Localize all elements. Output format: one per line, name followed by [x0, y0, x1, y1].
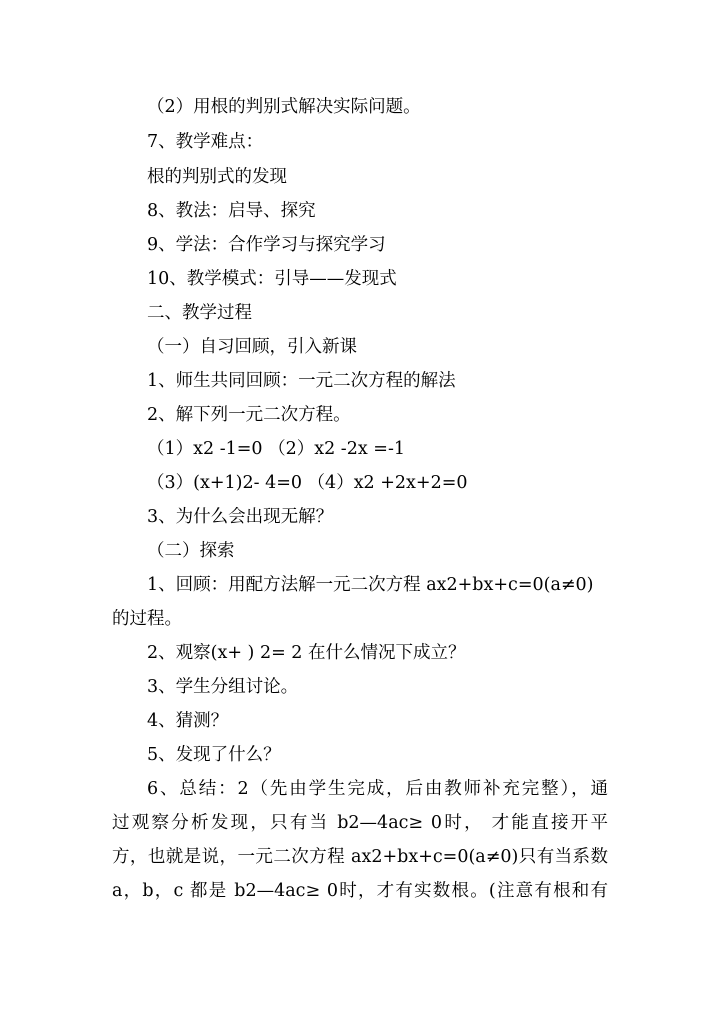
- text-line-21: 6、总结：2（先由学生完成，后由教师补充完整），通: [147, 779, 608, 799]
- text-line-2: 7、教学难点：: [147, 132, 264, 152]
- text-line-9: 1、师生共同回顾：一元二次方程的解法: [147, 371, 456, 391]
- text-line-19: 4、猜测？: [147, 711, 229, 731]
- text-line-12: （3）(x+1)2- 4=0 （4）x2 +2x+2=0: [147, 473, 468, 493]
- text-line-22: 过观察分析发现，只有当 b2—4ac≥ 0时， 才能直接开平: [112, 813, 608, 833]
- text-line-3: 根的判别式的发现: [147, 167, 287, 187]
- text-line-24: a，b，c 都是 b2—4ac≥ 0时，才有实数根。(注意有根和有: [112, 881, 608, 901]
- text-line-4: 8、教法：启导、探究: [147, 201, 316, 221]
- text-line-13: 3、为什么会出现无解？: [147, 507, 334, 527]
- text-line-5: 9、学法：合作学习与探究学习: [147, 235, 386, 255]
- text-line-16: 的过程。: [112, 609, 182, 629]
- text-line-17: 2、观察(x+ ) 2= 2 在什么情况下成立？: [147, 643, 466, 663]
- text-line-8: （一）自习回顾，引入新课: [147, 337, 357, 357]
- text-line-10: 2、解下列一元二次方程。: [147, 405, 351, 425]
- text-line-6: 10、教学模式：引导——发现式: [147, 269, 397, 289]
- text-line-1: （2）用根的判别式解决实际问题。: [147, 97, 421, 117]
- text-line-14: （二）探索: [147, 541, 235, 561]
- text-line-18: 3、学生分组讨论。: [147, 677, 299, 697]
- text-line-11: （1）x2 -1=0 （2）x2 -2x =-1: [147, 439, 405, 459]
- text-line-15: 1、回顾：用配方法解一元二次方程 ax2+bx+c=0(a≠0): [147, 575, 594, 595]
- text-line-23: 方，也就是说，一元二次方程 ax2+bx+c=0(a≠0)只有当系数: [112, 847, 608, 867]
- text-line-20: 5、发现了什么？: [147, 745, 281, 765]
- text-line-7: 二、教学过程: [147, 303, 252, 323]
